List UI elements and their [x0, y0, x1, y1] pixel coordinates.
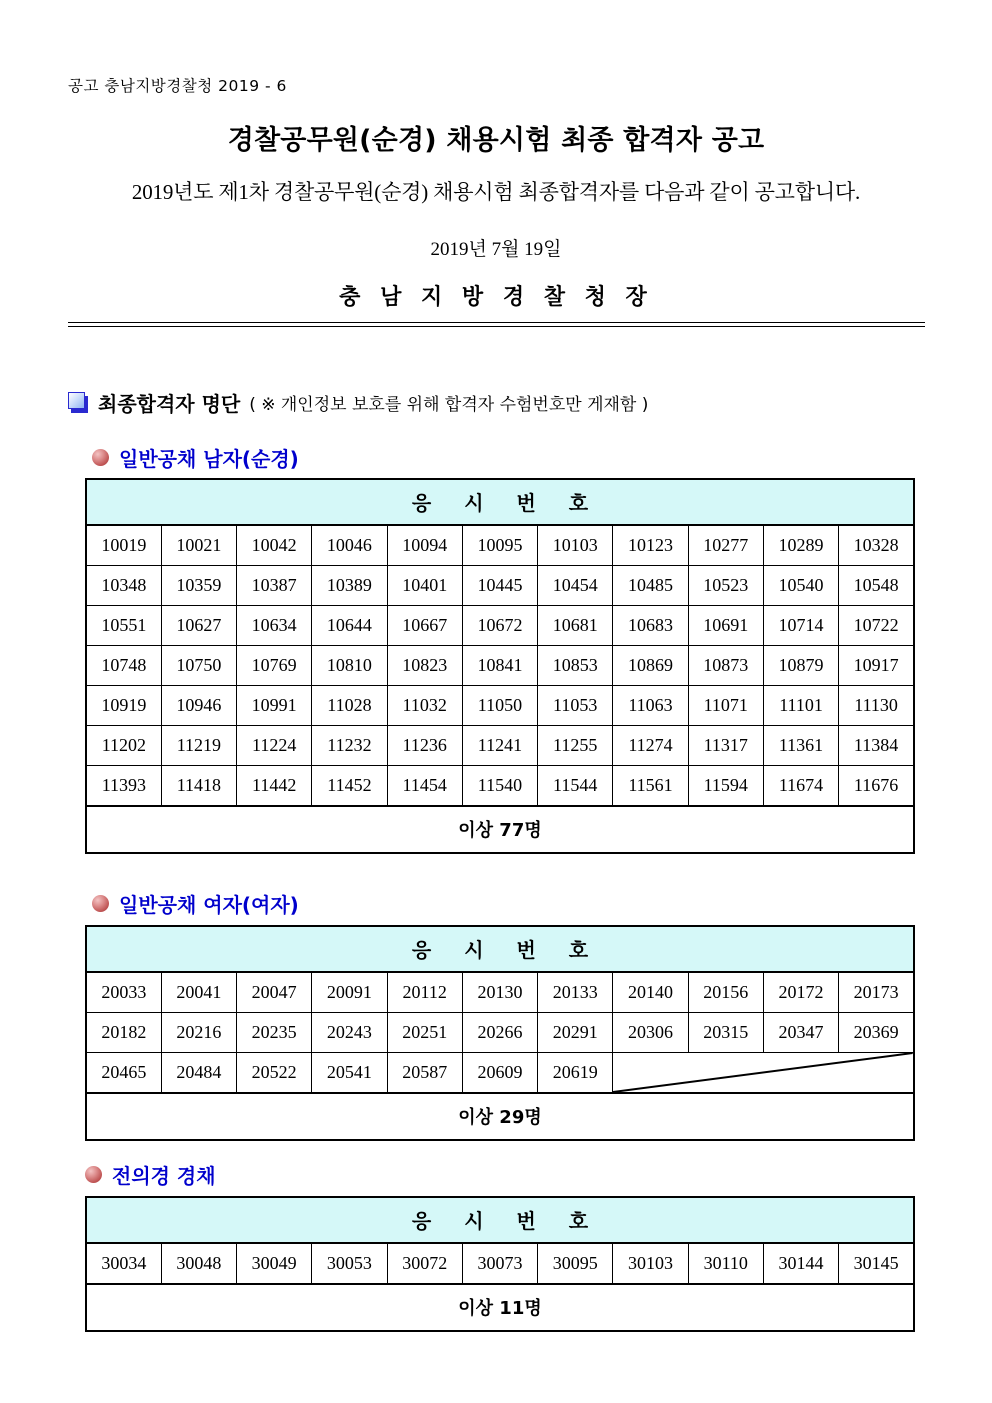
exam-number-cell: 30072	[387, 1243, 462, 1284]
page-title: 경찰공무원(순경) 채용시험 최종 합격자 공고	[227, 125, 765, 156]
exam-number-cell: 10810	[312, 646, 387, 686]
exam-number-cell: 20587	[387, 1053, 462, 1094]
exam-number-cell: 10387	[237, 566, 312, 606]
exam-number-cell: 11219	[161, 726, 236, 766]
exam-number-cell: 10540	[763, 566, 838, 606]
exam-number-cell: 11561	[613, 766, 688, 807]
exam-number-cell: 20140	[613, 972, 688, 1013]
exam-number-cell: 10627	[161, 606, 236, 646]
exam-number-cell: 30049	[237, 1243, 312, 1284]
exam-number-cell: 30053	[312, 1243, 387, 1284]
exam-number-cell: 10683	[613, 606, 688, 646]
table-body-2	[86, 1243, 914, 1284]
group-total-1: 이상 29명	[86, 1093, 914, 1140]
exam-number-cell: 11676	[839, 766, 914, 807]
exam-number-cell: 20347	[763, 1013, 838, 1053]
table-row	[86, 1243, 914, 1284]
exam-number-cell: 30145	[839, 1243, 914, 1284]
exam-number-cell: 10123	[613, 525, 688, 566]
exam-number-cell: 11361	[763, 726, 838, 766]
exam-number-cell: 11232	[312, 726, 387, 766]
exam-number-cell: 20216	[161, 1013, 236, 1053]
exam-number-cell: 10873	[688, 646, 763, 686]
exam-number-cell: 11130	[839, 686, 914, 726]
exam-number-cell: 20465	[86, 1053, 161, 1094]
section-heading-note: ( ※ 개인정보 보호를 위해 합격자 수험번호만 게재함 )	[249, 395, 649, 415]
group-heading-1	[92, 889, 299, 918]
exam-number-cell: 10823	[387, 646, 462, 686]
exam-number-cell: 10548	[839, 566, 914, 606]
exam-number-cell: 20091	[312, 972, 387, 1013]
exam-number-cell: 11317	[688, 726, 763, 766]
exam-number-cell: 11241	[462, 726, 537, 766]
exam-number-cell: 10672	[462, 606, 537, 646]
exam-number-cell: 30048	[161, 1243, 236, 1284]
issuing-authority: 충 남 지 방 경 찰 청 장	[339, 285, 653, 310]
group-label-1: 일반공채 여자(여자)	[119, 893, 299, 917]
exam-number-cell: 10667	[387, 606, 462, 646]
document-number: 공고 충남지방경찰청 2019 - 6	[68, 77, 287, 95]
table-row	[86, 972, 914, 1013]
exam-number-cell: 10289	[763, 525, 838, 566]
exam-number-cell: 20182	[86, 1013, 161, 1053]
column-header-1: 응 시 번 호	[86, 926, 914, 972]
exam-number-cell: 20541	[312, 1053, 387, 1094]
exam-number-cell: 10359	[161, 566, 236, 606]
exam-number-cell: 20041	[161, 972, 236, 1013]
announcement-lead-text: 2019년도 제1차 경찰공무원(순경) 채용시험 최종합격자를 다음과 같이 공고합니다.	[131, 180, 861, 204]
exam-number-cell: 11442	[237, 766, 312, 807]
red-sphere-icon	[92, 449, 109, 466]
exam-number-cell: 20172	[763, 972, 838, 1013]
exam-number-cell: 11255	[538, 726, 613, 766]
exam-number-cell: 20133	[538, 972, 613, 1013]
exam-number-cell: 10917	[839, 646, 914, 686]
table-row	[86, 686, 914, 726]
exam-number-cell: 11236	[387, 726, 462, 766]
table-header-row	[86, 479, 914, 525]
exam-number-cell: 10046	[312, 525, 387, 566]
group-label-2: 전의경 경채	[112, 1164, 216, 1188]
pass-list-table-1	[85, 925, 915, 1141]
table-total-row	[86, 1093, 914, 1140]
table-total-row	[86, 806, 914, 853]
red-sphere-icon	[92, 895, 109, 912]
exam-number-cell: 11384	[839, 726, 914, 766]
exam-number-cell: 10454	[538, 566, 613, 606]
exam-number-cell: 10103	[538, 525, 613, 566]
exam-number-cell: 20243	[312, 1013, 387, 1053]
table-row	[86, 1053, 914, 1094]
exam-number-cell: 10991	[237, 686, 312, 726]
exam-number-cell: 11418	[161, 766, 236, 807]
exam-number-cell: 10019	[86, 525, 161, 566]
exam-number-cell: 10523	[688, 566, 763, 606]
exam-number-cell: 11274	[613, 726, 688, 766]
column-header-0: 응 시 번 호	[86, 479, 914, 525]
exam-number-cell: 10879	[763, 646, 838, 686]
exam-number-cell: 20156	[688, 972, 763, 1013]
exam-number-cell: 10841	[462, 646, 537, 686]
exam-number-cell: 10722	[839, 606, 914, 646]
exam-number-cell: 20291	[538, 1013, 613, 1053]
table-body-0	[86, 525, 914, 806]
blue-square-icon	[68, 392, 89, 413]
table-row	[86, 525, 914, 566]
exam-number-cell: 30034	[86, 1243, 161, 1284]
exam-number-cell: 10328	[839, 525, 914, 566]
exam-number-cell: 10644	[312, 606, 387, 646]
exam-number-cell: 11202	[86, 726, 161, 766]
exam-number-cell: 30110	[688, 1243, 763, 1284]
exam-number-cell: 10485	[613, 566, 688, 606]
exam-number-cell: 10919	[86, 686, 161, 726]
pass-list-table-2	[85, 1196, 915, 1332]
exam-number-cell: 11452	[312, 766, 387, 807]
exam-number-cell: 10769	[237, 646, 312, 686]
exam-number-cell: 30144	[763, 1243, 838, 1284]
exam-number-cell: 20306	[613, 1013, 688, 1053]
exam-number-cell: 11053	[538, 686, 613, 726]
exam-number-cell: 20619	[538, 1053, 613, 1094]
red-sphere-icon	[85, 1166, 102, 1183]
table-row	[86, 726, 914, 766]
exam-number-cell: 20266	[462, 1013, 537, 1053]
exam-number-cell: 10946	[161, 686, 236, 726]
exam-number-cell: 11540	[462, 766, 537, 807]
column-header-2: 응 시 번 호	[86, 1197, 914, 1243]
exam-number-cell: 20033	[86, 972, 161, 1013]
table-body-1	[86, 972, 914, 1093]
exam-number-cell: 30073	[462, 1243, 537, 1284]
exam-number-cell: 11594	[688, 766, 763, 807]
exam-number-cell: 20484	[161, 1053, 236, 1094]
exam-number-cell: 11032	[387, 686, 462, 726]
exam-number-cell: 11028	[312, 686, 387, 726]
exam-number-cell: 20047	[237, 972, 312, 1013]
exam-number-cell: 10869	[613, 646, 688, 686]
exam-number-cell: 10445	[462, 566, 537, 606]
announcement-date: 2019년 7월 19일	[430, 239, 562, 260]
table-row	[86, 646, 914, 686]
exam-number-cell: 30095	[538, 1243, 613, 1284]
exam-number-cell: 11101	[763, 686, 838, 726]
group-total-0: 이상 77명	[86, 806, 914, 853]
exam-number-cell: 10401	[387, 566, 462, 606]
exam-number-cell: 11224	[237, 726, 312, 766]
table-row	[86, 766, 914, 807]
exam-number-cell: 20315	[688, 1013, 763, 1053]
exam-number-cell: 10042	[237, 525, 312, 566]
exam-number-cell: 10714	[763, 606, 838, 646]
table-header-row	[86, 1197, 914, 1243]
header-divider	[68, 322, 925, 327]
exam-number-cell: 11063	[613, 686, 688, 726]
exam-number-cell: 10348	[86, 566, 161, 606]
exam-number-cell: 10691	[688, 606, 763, 646]
exam-number-cell: 11393	[86, 766, 161, 807]
exam-number-cell: 11674	[763, 766, 838, 807]
exam-number-cell: 11050	[462, 686, 537, 726]
table-row	[86, 1013, 914, 1053]
section-heading	[68, 388, 648, 417]
exam-number-cell: 10634	[237, 606, 312, 646]
exam-number-cell: 30103	[613, 1243, 688, 1284]
table-row	[86, 566, 914, 606]
empty-cells-block	[613, 1053, 914, 1094]
group-label-0: 일반공채 남자(순경)	[119, 447, 299, 471]
group-total-2: 이상 11명	[86, 1284, 914, 1331]
exam-number-cell: 10748	[86, 646, 161, 686]
exam-number-cell: 20251	[387, 1013, 462, 1053]
exam-number-cell: 10021	[161, 525, 236, 566]
exam-number-cell: 10389	[312, 566, 387, 606]
exam-number-cell: 11544	[538, 766, 613, 807]
exam-number-cell: 10681	[538, 606, 613, 646]
exam-number-cell: 10094	[387, 525, 462, 566]
exam-number-cell: 10277	[688, 525, 763, 566]
table-total-row	[86, 1284, 914, 1331]
exam-number-cell: 10551	[86, 606, 161, 646]
exam-number-cell: 10095	[462, 525, 537, 566]
pass-list-table-0	[85, 478, 915, 854]
group-heading-2	[85, 1160, 216, 1189]
section-heading-label: 최종합격자 명단	[98, 392, 241, 416]
exam-number-cell: 20369	[839, 1013, 914, 1053]
exam-number-cell: 20522	[237, 1053, 312, 1094]
strikethrough-diagonal-icon	[613, 1053, 913, 1092]
exam-number-cell: 20173	[839, 972, 914, 1013]
exam-number-cell: 20609	[462, 1053, 537, 1094]
exam-number-cell: 20112	[387, 972, 462, 1013]
table-header-row	[86, 926, 914, 972]
exam-number-cell: 20130	[462, 972, 537, 1013]
table-row	[86, 606, 914, 646]
exam-number-cell: 10853	[538, 646, 613, 686]
exam-number-cell: 11454	[387, 766, 462, 807]
exam-number-cell: 10750	[161, 646, 236, 686]
exam-number-cell: 20235	[237, 1013, 312, 1053]
group-heading-0	[92, 443, 299, 472]
exam-number-cell: 11071	[688, 686, 763, 726]
